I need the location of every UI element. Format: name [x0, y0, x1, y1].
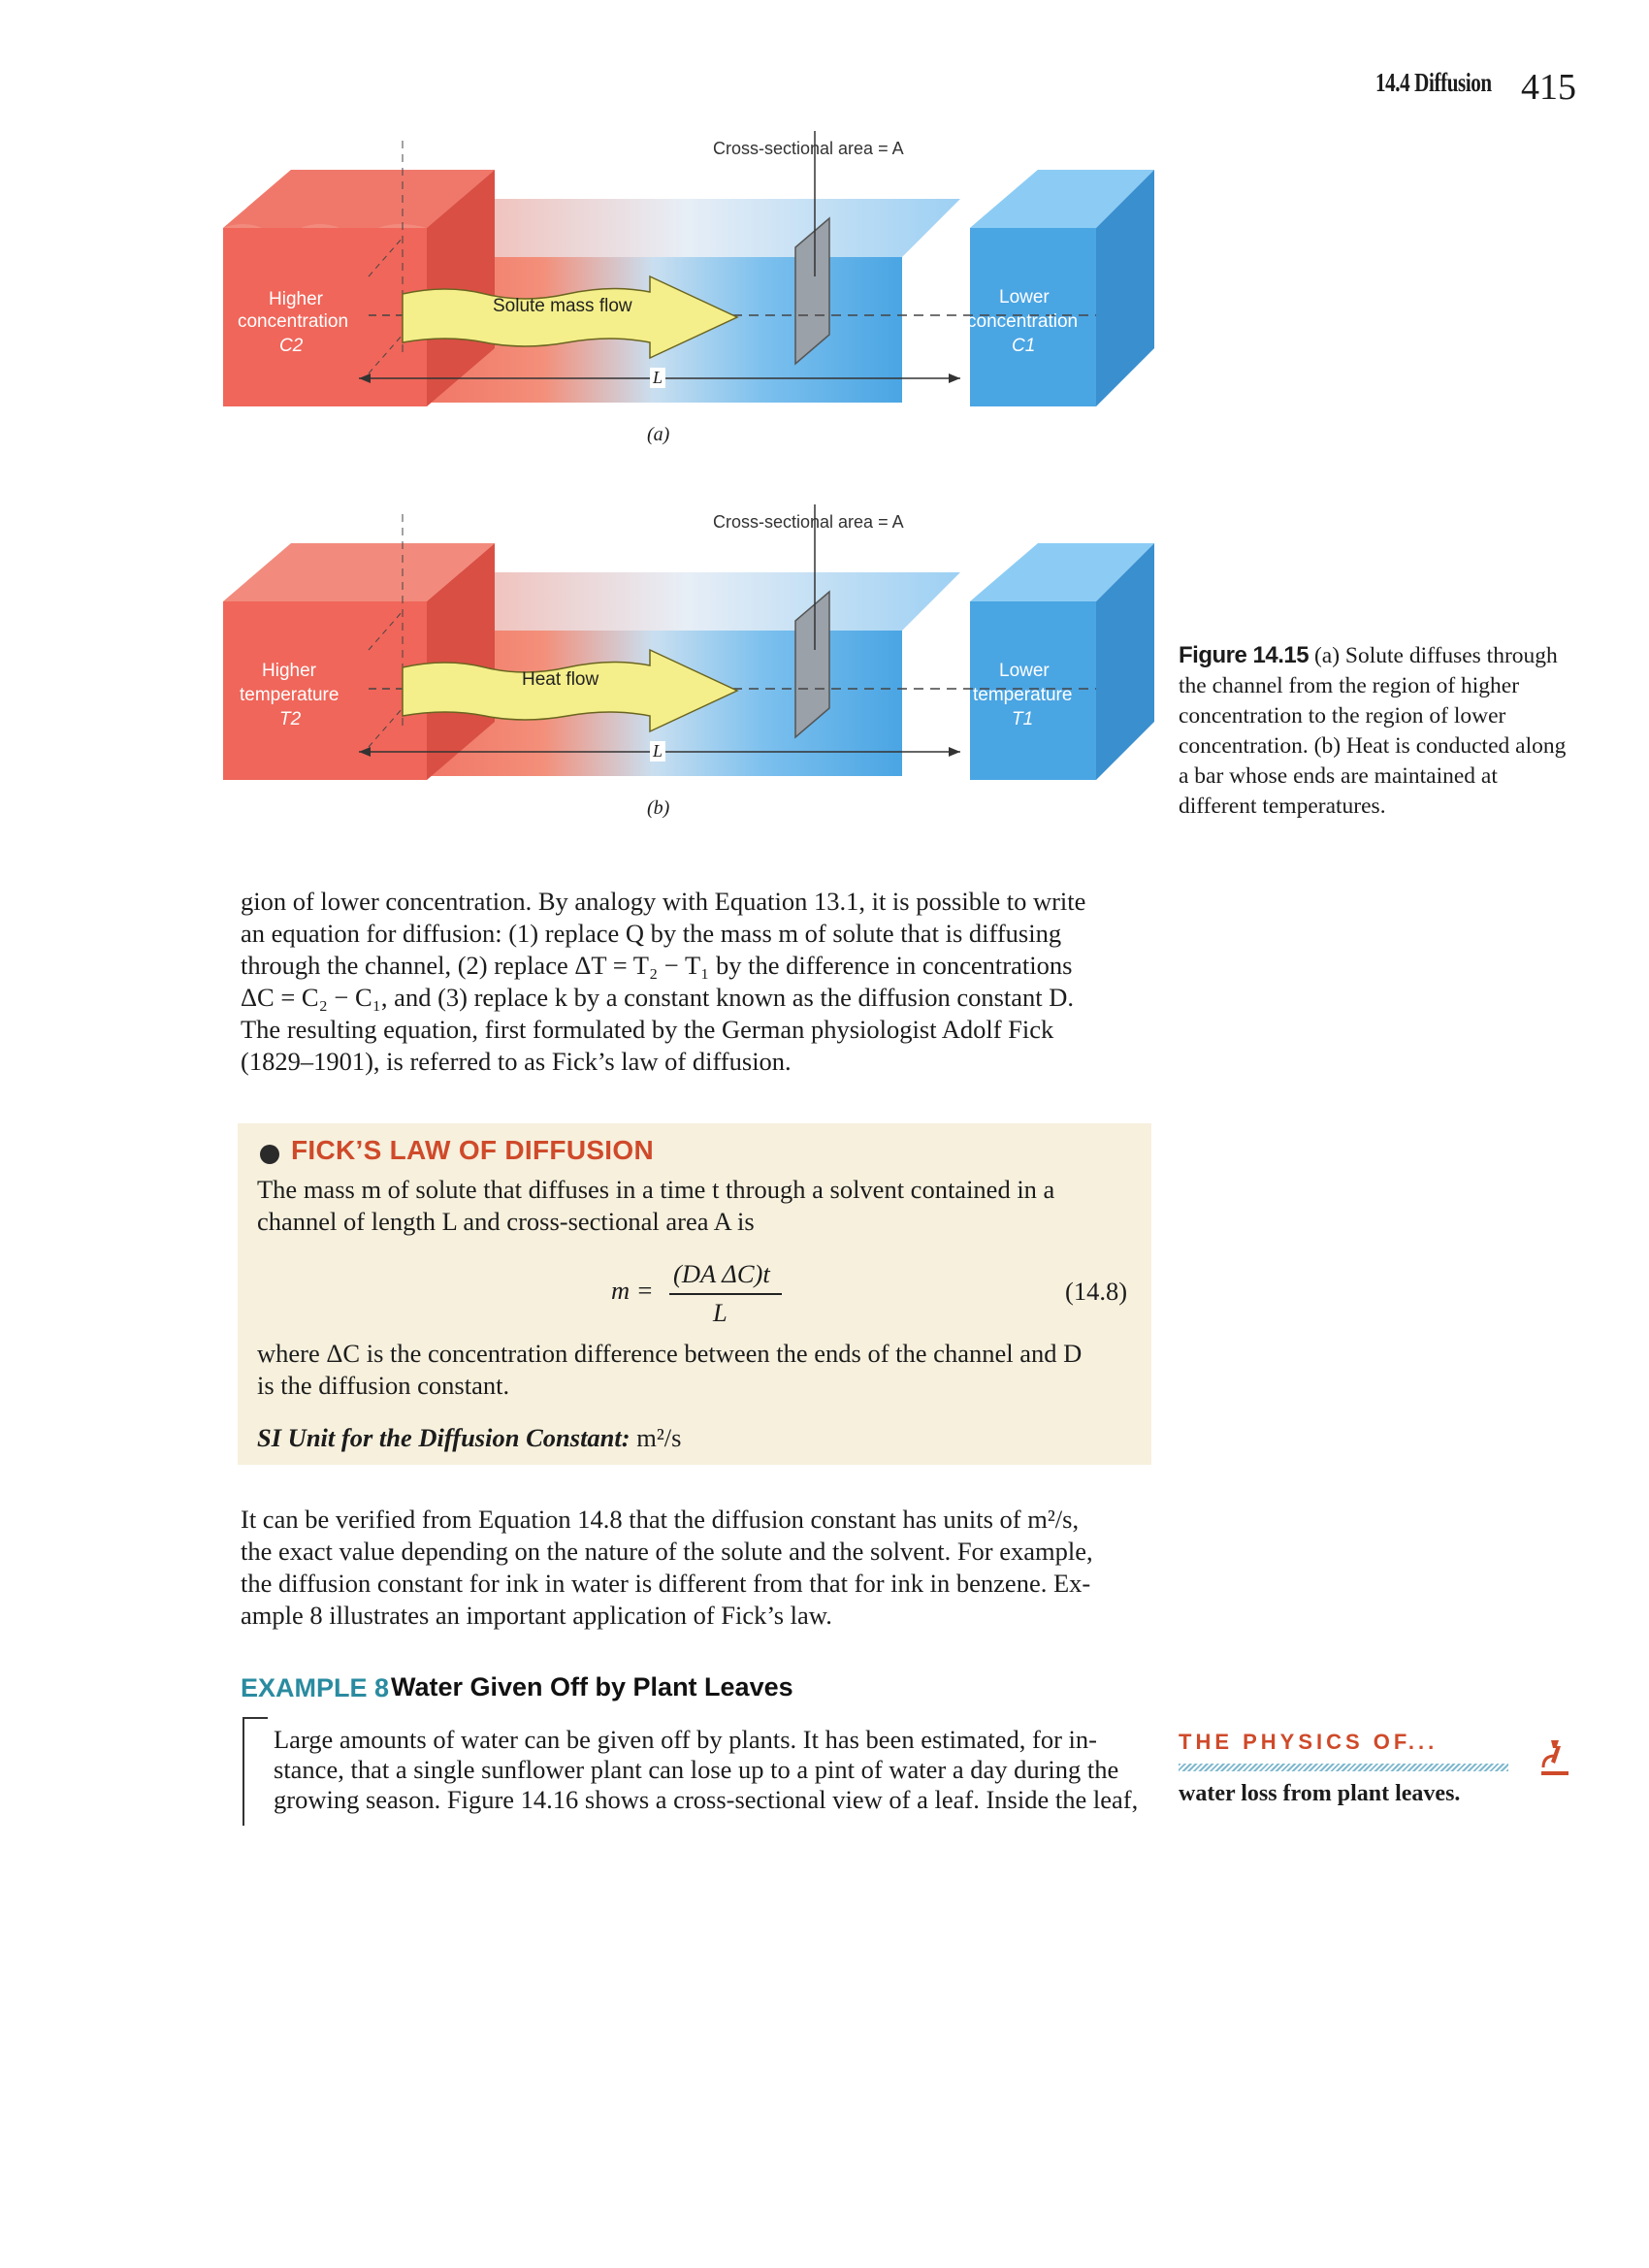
figure-number: Figure 14.15: [1179, 642, 1310, 668]
panel-a-left-label-2: concentration: [237, 311, 349, 332]
law-box-intro: [257, 1174, 1135, 1238]
text-line: The mass m of solute that diffuses in a time t through a solvent contained in a: [257, 1175, 1055, 1204]
panel-b-right-label-2: temperature: [973, 685, 1073, 705]
text-line: the diffusion constant for ink in water is different from that for ink in benzene. Ex-: [241, 1569, 1091, 1598]
equation-denominator: L: [713, 1298, 728, 1327]
text-line: the exact value depending on the nature of the solute and the solvent. For example,: [241, 1537, 1093, 1566]
panel-a-left-label: Higher: [269, 289, 323, 309]
text-line: stance, that a single sunflower plant can lose up to a pint of water a day during the: [274, 1755, 1119, 1784]
text-line: It can be verified from Equation 14.8 that the diffusion constant has units of m²/s,: [241, 1505, 1080, 1534]
example-text: [274, 1725, 1149, 1815]
text-line: is the diffusion constant.: [257, 1371, 510, 1400]
si-unit-value: m²/s: [630, 1423, 682, 1452]
fraction-bar: [669, 1293, 782, 1295]
panel-b-right-label-3: T1: [1012, 709, 1034, 729]
law-box-title: FICK’S LAW OF DIFFUSION: [291, 1135, 654, 1165]
panel-a-right-label-1: Lower: [999, 287, 1050, 308]
panel-b-arrow-label: Heat flow: [522, 669, 599, 690]
text-line: Large amounts of water can be given off by plants. It has been estimated, for in-: [274, 1725, 1097, 1754]
caption-text: (a) Solute diffuses through the channel from the region of higher concentration to the region of lower concentration. (b) Heat is conducted along a bar whose ends are maintained at different temperatures.: [1179, 643, 1567, 819]
kicker-rule: [1179, 1764, 1508, 1771]
body-paragraph-1: [241, 886, 1149, 1078]
panel-b-area-label: Cross-sectional area = A: [713, 512, 904, 532]
text-line: an equation for diffusion: (1) replace Q by the mass m of solute that is diffusing: [241, 919, 1062, 948]
panel-a-length-label: L: [650, 368, 665, 388]
panel-a-right-label-3: C1: [1012, 336, 1036, 356]
bullet-icon: [260, 1145, 279, 1164]
example-title: Water Given Off by Plant Leaves: [391, 1672, 793, 1701]
text-line: ΔC = C₂ − C₁, and (3) replace k by a constant known as the diffusion constant D.: [241, 983, 1075, 1012]
panel-b-sublabel: (b): [647, 797, 670, 819]
text-line: channel of length L and cross-sectional area A is: [257, 1207, 755, 1236]
panel-a-arrow-label: Solute mass flow: [493, 296, 632, 316]
equation-lhs: m =: [611, 1276, 654, 1305]
panel-a-sublabel: (a): [647, 424, 670, 445]
si-unit-label: SI Unit for the Diffusion Constant:: [257, 1423, 630, 1452]
text-line: ample 8 illustrates an important application of Fick’s law.: [241, 1601, 832, 1630]
law-box-after: [257, 1338, 1135, 1402]
figure-caption: [1179, 640, 1567, 822]
running-header-section: 14.4 Diffusion: [1375, 68, 1492, 97]
example-label: EXAMPLE 8: [241, 1673, 390, 1702]
panel-b-left-label-1: Higher: [262, 661, 316, 681]
panel-b-left-label-2: temperature: [240, 685, 340, 705]
equation-numerator: (DA ΔC)t: [673, 1259, 770, 1288]
equation-number: (14.8): [1065, 1277, 1128, 1306]
panel-a-left-label-3: C2: [279, 336, 304, 356]
body-paragraph-2: [241, 1504, 1149, 1632]
physics-of-topic: water loss from plant leaves.: [1179, 1781, 1461, 1806]
panel-b-right-label-1: Lower: [999, 661, 1050, 681]
text-line: (1829–1901), is referred to as Fick’s law of diffusion.: [241, 1047, 792, 1076]
page-number: 415: [1521, 67, 1576, 108]
text-line: The resulting equation, first formulated by the German physiologist Adolf Fick: [241, 1015, 1054, 1044]
panel-b-length-label: L: [650, 741, 665, 761]
text-line: gion of lower concentration. By analogy with Equation 13.1, it is possible to write: [241, 887, 1086, 916]
panel-a-right-label-2: concentration: [967, 311, 1079, 332]
panel-b-left-label-3: T2: [279, 709, 302, 729]
example-bracket: [242, 1717, 268, 1826]
text-line: where ΔC is the concentration difference between the ends of the channel and D: [257, 1339, 1083, 1368]
text-line: growing season. Figure 14.16 shows a cross-sectional view of a leaf. Inside the leaf,: [274, 1785, 1139, 1814]
microscope-icon: [1537, 1736, 1572, 1781]
text-line: through the channel, (2) replace ΔT = T₂ − T₁ by the difference in concentrations: [241, 951, 1073, 980]
panel-a-area-label: Cross-sectional area = A: [713, 139, 904, 158]
si-unit-line: [257, 1423, 681, 1453]
physics-of-kicker: THE PHYSICS OF...: [1179, 1730, 1439, 1754]
